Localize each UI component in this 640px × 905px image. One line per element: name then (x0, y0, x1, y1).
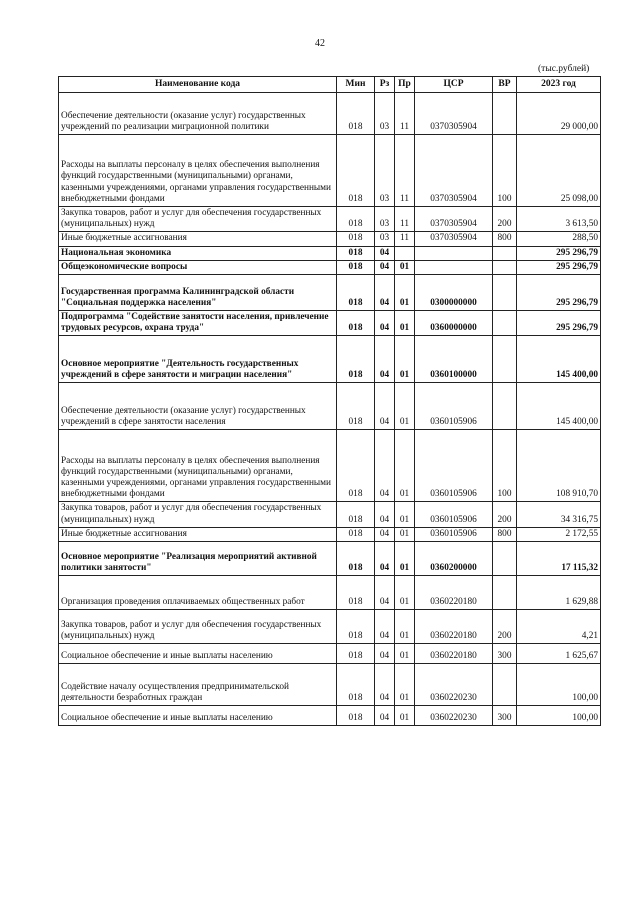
row-vr (493, 664, 517, 706)
row-pr: 11 (395, 135, 415, 207)
row-rz: 04 (375, 644, 395, 664)
table-row (59, 610, 601, 644)
header-vr: ВР (493, 77, 517, 93)
row-name: Социальное обеспечение и иные выплаты населению (59, 644, 337, 664)
row-min: 018 (337, 275, 375, 311)
row-sum: 295 296,79 (517, 246, 601, 260)
units-label: (тыс.рублей) (538, 64, 590, 74)
row-rz: 04 (375, 542, 395, 576)
row-min: 018 (337, 207, 375, 232)
row-vr (493, 275, 517, 311)
row-min: 018 (337, 527, 375, 541)
row-vr (493, 576, 517, 610)
row-vr: 200 (493, 207, 517, 232)
row-sum: 108 910,70 (517, 430, 601, 502)
row-pr: 01 (395, 336, 415, 383)
row-vr: 100 (493, 135, 517, 207)
header-min: Мин (337, 77, 375, 93)
table-row (59, 576, 601, 610)
table-row (59, 135, 601, 207)
row-vr: 800 (493, 527, 517, 541)
row-rz: 03 (375, 93, 395, 135)
table-row (59, 232, 601, 246)
row-pr: 01 (395, 383, 415, 430)
row-sum: 4,21 (517, 610, 601, 644)
row-min: 018 (337, 644, 375, 664)
table-row (59, 542, 601, 576)
row-name: Иные бюджетные ассигнования (59, 232, 337, 246)
row-rz: 04 (375, 275, 395, 311)
table-row (59, 275, 601, 311)
row-name: Основное мероприятие "Реализация мероприятий активной политики занятости" (59, 542, 337, 576)
row-csr: 0360105906 (415, 430, 493, 502)
row-rz: 04 (375, 383, 395, 430)
row-pr: 01 (395, 664, 415, 706)
row-name: Расходы на выплаты персоналу в целях обеспечения выполнения функций государственными (муниципальными) органами, казенными учреждениями, органами управления государственными внебюджетными фондами (59, 430, 337, 502)
row-sum: 100,00 (517, 664, 601, 706)
row-pr: 11 (395, 207, 415, 232)
table-row (59, 430, 601, 502)
header-sum: 2023 год (517, 77, 601, 93)
row-pr: 11 (395, 93, 415, 135)
row-min: 018 (337, 260, 375, 274)
row-min: 018 (337, 430, 375, 502)
row-vr (493, 311, 517, 336)
row-rz: 04 (375, 311, 395, 336)
table-row (59, 260, 601, 274)
row-rz: 03 (375, 232, 395, 246)
row-sum: 295 296,79 (517, 275, 601, 311)
table-row (59, 664, 601, 706)
table-row (59, 527, 601, 541)
table-row (59, 502, 601, 527)
row-pr: 01 (395, 610, 415, 644)
row-pr: 01 (395, 275, 415, 311)
row-vr: 300 (493, 706, 517, 726)
row-min: 018 (337, 383, 375, 430)
table-header-row (59, 77, 601, 93)
row-rz: 04 (375, 430, 395, 502)
row-sum: 3 613,50 (517, 207, 601, 232)
row-vr (493, 542, 517, 576)
row-csr: 0300000000 (415, 275, 493, 311)
row-pr: 01 (395, 430, 415, 502)
header-pr: Пр (395, 77, 415, 93)
row-vr (493, 260, 517, 274)
row-rz: 04 (375, 502, 395, 527)
row-min: 018 (337, 232, 375, 246)
row-min: 018 (337, 664, 375, 706)
row-csr: 0360105906 (415, 527, 493, 541)
row-name: Обеспечение деятельности (оказание услуг) государственных учреждений в сфере занятости населения (59, 383, 337, 430)
row-sum: 288,50 (517, 232, 601, 246)
table-row (59, 311, 601, 336)
row-rz: 04 (375, 610, 395, 644)
row-vr (493, 383, 517, 430)
row-vr (493, 246, 517, 260)
row-rz: 03 (375, 135, 395, 207)
row-sum: 100,00 (517, 706, 601, 726)
row-vr: 100 (493, 430, 517, 502)
row-min: 018 (337, 610, 375, 644)
row-sum: 295 296,79 (517, 311, 601, 336)
row-rz: 04 (375, 706, 395, 726)
row-pr: 01 (395, 644, 415, 664)
row-name: Содействие началу осуществления предпринимательской деятельности безработных граждан (59, 664, 337, 706)
row-pr: 01 (395, 576, 415, 610)
row-vr: 800 (493, 232, 517, 246)
row-name: Расходы на выплаты персоналу в целях обеспечения выполнения функций государственными (муниципальными) органами, казенными учреждениями, органами управления государственными внебюджетными фондами (59, 135, 337, 207)
row-min: 018 (337, 93, 375, 135)
row-csr: 0360105906 (415, 383, 493, 430)
row-sum: 1 625,67 (517, 644, 601, 664)
row-sum: 145 400,00 (517, 336, 601, 383)
row-pr: 11 (395, 232, 415, 246)
row-name: Закупка товаров, работ и услуг для обеспечения государственных (муниципальных) нужд (59, 207, 337, 232)
row-sum: 2 172,55 (517, 527, 601, 541)
table-row (59, 706, 601, 726)
row-rz: 04 (375, 664, 395, 706)
row-sum: 1 629,88 (517, 576, 601, 610)
row-rz: 04 (375, 527, 395, 541)
header-csr: ЦСР (415, 77, 493, 93)
row-min: 018 (337, 311, 375, 336)
row-csr: 0360200000 (415, 542, 493, 576)
row-vr (493, 336, 517, 383)
row-csr: 0360220180 (415, 576, 493, 610)
header-name: Наименование кода (59, 77, 337, 93)
row-pr (395, 246, 415, 260)
row-csr: 0370305904 (415, 232, 493, 246)
row-csr: 0370305904 (415, 207, 493, 232)
row-csr: 0370305904 (415, 135, 493, 207)
row-rz: 04 (375, 260, 395, 274)
row-pr: 01 (395, 311, 415, 336)
row-min: 018 (337, 706, 375, 726)
row-min: 018 (337, 576, 375, 610)
row-sum: 17 115,32 (517, 542, 601, 576)
row-vr: 300 (493, 644, 517, 664)
row-min: 018 (337, 135, 375, 207)
row-pr: 01 (395, 542, 415, 576)
row-rz: 03 (375, 207, 395, 232)
row-name: Организация проведения оплачиваемых общественных работ (59, 576, 337, 610)
row-csr: 0360000000 (415, 311, 493, 336)
row-csr: 0360220180 (415, 610, 493, 644)
row-sum: 295 296,79 (517, 260, 601, 274)
row-min: 018 (337, 502, 375, 527)
row-name: Подпрограмма "Содействие занятости населения, привлечение трудовых ресурсов, охрана труда" (59, 311, 337, 336)
row-csr (415, 246, 493, 260)
table-row (59, 336, 601, 383)
row-min: 018 (337, 542, 375, 576)
row-vr: 200 (493, 610, 517, 644)
row-pr: 01 (395, 706, 415, 726)
row-name: Национальная экономика (59, 246, 337, 260)
table-row (59, 644, 601, 664)
row-csr: 0360220230 (415, 706, 493, 726)
table-row (59, 93, 601, 135)
row-name: Социальное обеспечение и иные выплаты населению (59, 706, 337, 726)
row-name: Государственная программа Калининградской области "Социальная поддержка населения" (59, 275, 337, 311)
row-csr: 0360220230 (415, 664, 493, 706)
row-name: Общеэкономические вопросы (59, 260, 337, 274)
row-sum: 34 316,75 (517, 502, 601, 527)
row-rz: 04 (375, 246, 395, 260)
row-name: Закупка товаров, работ и услуг для обеспечения государственных (муниципальных) нужд (59, 610, 337, 644)
row-min: 018 (337, 246, 375, 260)
row-vr: 200 (493, 502, 517, 527)
page-number: 42 (315, 38, 325, 49)
row-pr: 01 (395, 527, 415, 541)
row-rz: 04 (375, 336, 395, 383)
row-pr: 01 (395, 502, 415, 527)
header-rz: Рз (375, 77, 395, 93)
row-csr: 0360220180 (415, 644, 493, 664)
row-sum: 145 400,00 (517, 383, 601, 430)
row-name: Закупка товаров, работ и услуг для обеспечения государственных (муниципальных) нужд (59, 502, 337, 527)
table-row (59, 207, 601, 232)
row-name: Иные бюджетные ассигнования (59, 527, 337, 541)
row-csr (415, 260, 493, 274)
row-name: Обеспечение деятельности (оказание услуг) государственных учреждений по реализации миграционной политики (59, 93, 337, 135)
row-csr: 0360100000 (415, 336, 493, 383)
row-vr (493, 93, 517, 135)
budget-table (58, 76, 601, 726)
row-csr: 0370305904 (415, 93, 493, 135)
row-min: 018 (337, 336, 375, 383)
row-pr: 01 (395, 260, 415, 274)
row-sum: 25 098,00 (517, 135, 601, 207)
table-row (59, 246, 601, 260)
table-row (59, 383, 601, 430)
row-rz: 04 (375, 576, 395, 610)
row-name: Основное мероприятие "Деятельность государственных учреждений в сфере занятости и миграции населения" (59, 336, 337, 383)
row-csr: 0360105906 (415, 502, 493, 527)
row-sum: 29 000,00 (517, 93, 601, 135)
